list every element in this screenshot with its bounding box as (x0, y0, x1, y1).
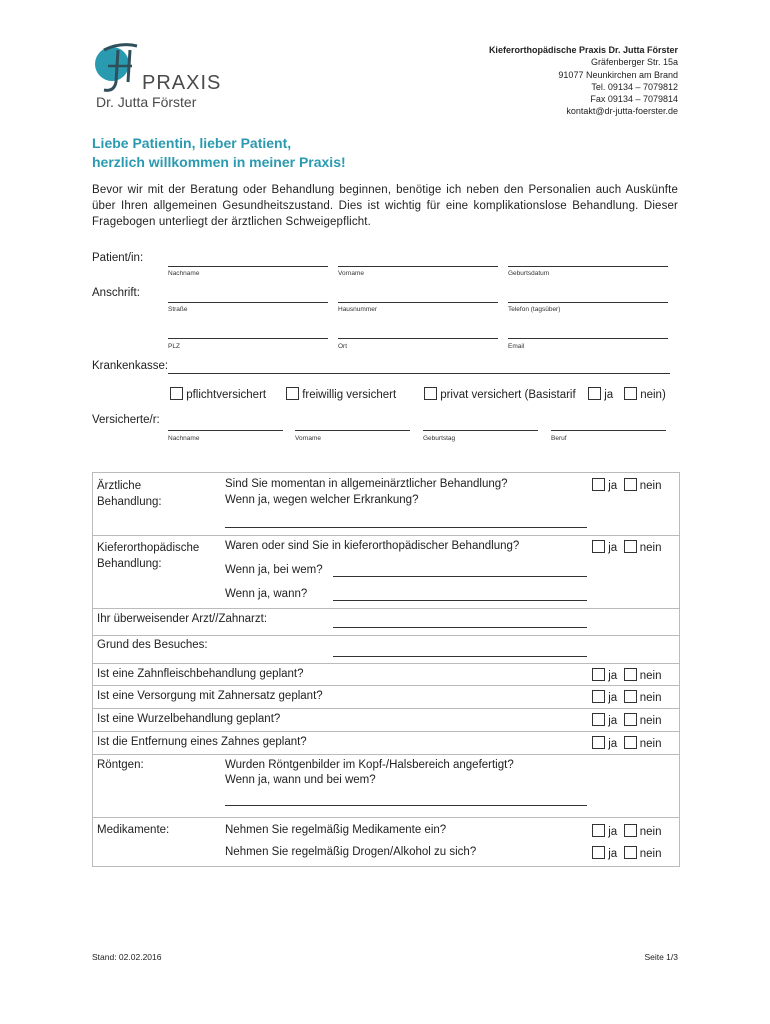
grund-field[interactable] (333, 656, 587, 657)
ueberweisend-label: Ihr überweisender Arzt//Zahnarzt: (97, 613, 268, 625)
ja-label: ja (608, 542, 618, 554)
zahnfleisch-question: Ist eine Zahnfleischbehandlung geplant? (97, 668, 304, 680)
entfernung-yes-no (592, 736, 662, 750)
roentgen-details-field[interactable] (225, 805, 587, 806)
wurzel-question: Ist eine Wurzelbehandlung geplant? (97, 713, 281, 725)
nein-label: nein (639, 670, 662, 682)
drogen-ja-checkbox[interactable] (592, 846, 605, 859)
freiwillig-label: freiwillig versichert (302, 389, 397, 401)
table-row (93, 709, 680, 732)
nein-label: nein (639, 826, 662, 838)
basistarif-nein-label: nein) (640, 389, 666, 401)
ja-label: ja (608, 848, 618, 860)
kfo-question: Waren oder sind Sie in kieferorthopädischer Behandlung? (225, 540, 520, 552)
versicherte-beruf-caption: Beruf (551, 435, 567, 442)
pflicht-option (170, 387, 266, 401)
ja-label: ja (608, 692, 618, 704)
address-fax: Fax 09134 – 7079814 (590, 94, 678, 105)
strasse-field[interactable] (168, 302, 328, 303)
pflicht-label: pflichtversichert (186, 389, 267, 401)
kfo-bei-wem-field[interactable] (333, 576, 587, 577)
versicherte-vorname-field[interactable] (295, 430, 410, 431)
ueberweisend-field[interactable] (333, 627, 587, 628)
table-row (93, 664, 680, 686)
grund-label: Grund des Besuches: (97, 639, 208, 651)
address-street: Gräfenberger Str. 15a (590, 57, 678, 68)
pflicht-checkbox[interactable] (170, 387, 183, 400)
krankenkasse-field[interactable] (168, 373, 670, 374)
ja-label: ja (608, 738, 618, 750)
intro-text: Bevor wir mit der Beratung oder Behandlung beginnen, benötige ich neben den Personalien auch Auskünfte über Ihren allgemeinen Gesundheitszustand. Dies ist wichtig für eine komplikationslose Behandlung. Dieser Fragebogen unterliegt der ärztlichen Schweigepflicht. (92, 184, 678, 228)
patient-nachname-field[interactable] (168, 266, 328, 267)
medi-question: Nehmen Sie regelmäßig Medikamente ein? (225, 824, 447, 836)
patient-nachname-caption: Nachname (168, 270, 200, 277)
logo-name: Dr. Jutta Förster (96, 94, 197, 110)
hausnummer-caption: Hausnummer (338, 306, 378, 313)
privat-checkbox[interactable] (424, 387, 437, 400)
ja-label: ja (608, 715, 618, 727)
zahnfleisch-yes-no (592, 668, 662, 682)
zahnfleisch-ja-checkbox[interactable] (592, 668, 605, 681)
freiwillig-option (286, 387, 396, 401)
versicherte-beruf-field[interactable] (551, 430, 666, 431)
wurzel-ja-checkbox[interactable] (592, 713, 605, 726)
drogen-nein-checkbox[interactable] (624, 846, 637, 859)
basistarif-ja-checkbox[interactable] (588, 387, 601, 400)
kfo-wann-label: Wenn ja, wann? (225, 588, 308, 600)
nein-label: nein (639, 738, 662, 750)
zahnersatz-yes-no (592, 690, 662, 704)
versicherte-label: Versicherte/r: (92, 414, 160, 426)
ort-caption: Ort (338, 343, 348, 350)
footer-page-number: Seite 1/3 (644, 952, 678, 962)
zahnfleisch-nein-checkbox[interactable] (624, 668, 637, 681)
aerztlich-nein-checkbox[interactable] (624, 478, 637, 491)
table-row (93, 686, 680, 709)
address-email: kontakt@dr-jutta-foerster.de (566, 106, 678, 117)
aerztlich-question: Sind Sie momentan in allgemeinärztlicher Behandlung? (225, 478, 508, 490)
wurzel-yes-no (592, 713, 662, 727)
practice-name: Kieferorthopädische Praxis Dr. Jutta Förster (488, 45, 678, 55)
patient-vorname-caption: Vorname (338, 270, 365, 277)
drogen-yes-no (592, 846, 662, 860)
footer-stand: Stand: 02.02.2016 (92, 952, 162, 962)
versicherte-vorname-caption: Vorname (295, 435, 322, 442)
drogen-question: Nehmen Sie regelmäßig Drogen/Alkohol zu sich? (225, 846, 477, 858)
questionnaire-table (92, 472, 680, 867)
kfo-bei-wem-label: Wenn ja, bei wem? (225, 564, 323, 576)
table-row (93, 818, 680, 867)
patient-geburtsdatum-field[interactable] (508, 266, 668, 267)
kfo-nein-checkbox[interactable] (624, 540, 637, 553)
patient-geburtsdatum-caption: Geburtsdatum (508, 270, 550, 277)
table-row (93, 636, 680, 664)
roentgen-followup: Wenn ja, wann und bei wem? (225, 774, 376, 786)
kfo-yes-no (592, 540, 662, 554)
greeting (92, 134, 346, 172)
zahnersatz-nein-checkbox[interactable] (624, 690, 637, 703)
medi-nein-checkbox[interactable] (624, 824, 637, 837)
privat-option (424, 387, 576, 401)
strasse-caption: Straße (168, 306, 188, 313)
entfernung-question: Ist die Entfernung eines Zahnes geplant? (97, 736, 307, 748)
versicherte-nachname-caption: Nachname (168, 435, 200, 442)
ja-label: ja (608, 826, 618, 838)
logo-brand: PRAXIS (142, 72, 222, 94)
basistarif-ja-option (588, 387, 613, 401)
roentgen-question: Wurden Röntgenbilder im Kopf-/Halsbereich angefertigt? (225, 759, 514, 771)
plz-field[interactable] (168, 338, 328, 339)
krankenkasse-label: Krankenkasse: (92, 360, 169, 372)
aerztlich-yes-no (592, 478, 662, 492)
kfo-wann-field[interactable] (333, 600, 587, 601)
basistarif-nein-option (624, 387, 666, 401)
aerztlich-label: Ärztliche Behandlung: (97, 480, 162, 508)
table-row (93, 473, 680, 536)
email-caption: Email (508, 343, 525, 350)
aerztlich-ja-checkbox[interactable] (592, 478, 605, 491)
basistarif-nein-checkbox[interactable] (624, 387, 637, 400)
anschrift-label: Anschrift: (92, 287, 140, 299)
nein-label: nein (639, 715, 662, 727)
freiwillig-checkbox[interactable] (286, 387, 299, 400)
kfo-label: Kieferorthopädische Behandlung: (97, 542, 200, 570)
aerztlich-erkrankung-field[interactable] (225, 527, 587, 528)
entfernung-ja-checkbox[interactable] (592, 736, 605, 749)
table-row (93, 536, 680, 609)
practice-address (489, 44, 678, 118)
telefon-field[interactable] (508, 302, 668, 303)
plz-caption: PLZ (168, 343, 180, 350)
basistarif-ja-label: ja (604, 389, 614, 401)
entfernung-nein-checkbox[interactable] (624, 736, 637, 749)
nein-label: nein (639, 848, 662, 860)
email-field[interactable] (508, 338, 668, 339)
kfo-ja-checkbox[interactable] (592, 540, 605, 553)
zahnersatz-ja-checkbox[interactable] (592, 690, 605, 703)
wurzel-nein-checkbox[interactable] (624, 713, 637, 726)
roentgen-label: Röntgen: (97, 759, 144, 771)
versicherte-geburtstag-caption: Geburtstag (423, 435, 456, 442)
greeting-line-2: herzlich willkommen in meiner Praxis! (92, 154, 346, 170)
address-city: 91077 Neunkirchen am Brand (558, 69, 678, 80)
patient-vorname-field[interactable] (338, 266, 498, 267)
table-row (93, 609, 680, 636)
table-row (93, 755, 680, 818)
medi-label: Medikamente: (97, 824, 170, 836)
ort-field[interactable] (338, 338, 498, 339)
privat-label: privat versichert (Basistarif (440, 389, 576, 401)
nein-label: nein (639, 692, 662, 704)
versicherte-nachname-field[interactable] (168, 430, 283, 431)
nein-label: nein (639, 542, 662, 554)
aerztlich-followup: Wenn ja, wegen welcher Erkrankung? (225, 494, 419, 506)
patient-label: Patient/in: (92, 252, 144, 264)
hausnummer-field[interactable] (338, 302, 498, 303)
table-row (93, 732, 680, 755)
practice-logo (92, 42, 222, 112)
medi-ja-checkbox[interactable] (592, 824, 605, 837)
ja-label: ja (608, 670, 618, 682)
ja-label: ja (608, 480, 618, 492)
address-tel: Tel. 09134 – 7079812 (591, 81, 678, 92)
telefon-caption: Telefon (tagsüber) (508, 306, 561, 313)
versicherte-geburtstag-field[interactable] (423, 430, 538, 431)
zahnersatz-question: Ist eine Versorgung mit Zahnersatz geplant? (97, 690, 323, 702)
greeting-line-1: Liebe Patientin, lieber Patient, (92, 135, 292, 151)
medi-yes-no (592, 824, 662, 838)
nein-label: nein (639, 480, 662, 492)
